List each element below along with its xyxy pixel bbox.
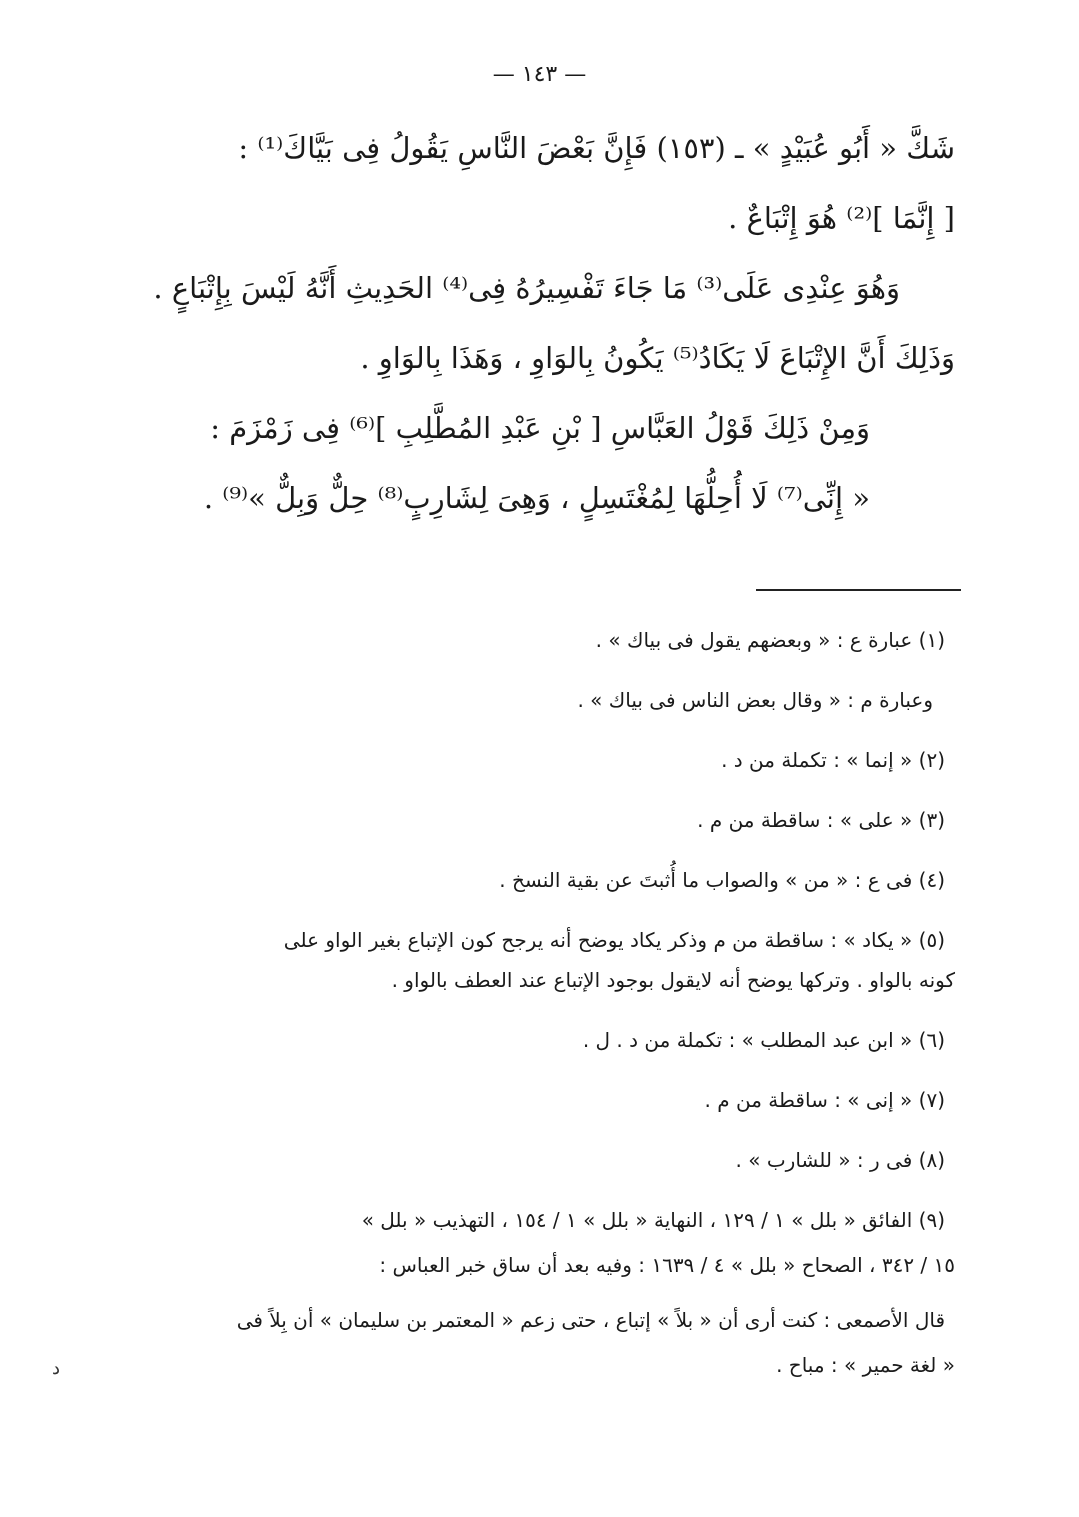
margin-mark: د [52,1358,61,1379]
footnote-5: (٥) « يكاد » : ساقطة من م وذكر يكاد يوضح أنه يرجح كون الإتباع بغير الواو على [283,928,945,952]
footnote-6: (٦) « ابن عبد المطلب » : تكملة من د . ل . [582,1028,945,1052]
footnote-9-continued: ١٥ / ٣٤٢ ، الصحاح « بلل » ٤ / ١٦٣٩ : وفيه بعد أن ساق خبر العباس : [379,1253,955,1277]
footnote-9-quote: قال الأصمعى : كنت أرى أن « بلاً » إتباع ، حتى زعم « المعتمر بن سليمان » أن بِلاً فى [236,1308,945,1332]
footnote-1-variant: وعبارة م : « وقال بعض الناس فى بياك » . [577,688,933,712]
footnote-9: (٩) الفائق « بلل » ١ / ١٢٩ ، النهاية « بلل » ١ / ١٥٤ ، التهذيب « بلل » [361,1208,945,1232]
page-number: — ١٤٣ — [492,62,587,87]
main-line-6: « إِنِّى⁽⁷⁾ لَا أُحِلُّهَا لِمُغْتَسِلٍ ، وَهِىَ لِشَارِبٍ⁽⁸⁾ حِلٌّ وَبِلٌّ »⁽⁹⁾ . [203,481,870,515]
main-line-4: وَذَلِكَ أَنَّ الإِتْبَاعَ لَا يَكَادُ⁽⁵⁾ يَكُونُ بِالوَاوِ ، وَهَذَا بِالوَاوِ . [360,341,955,375]
footnote-4: (٤) فى ع : « من » والصواب ما أُثبتَ عن بقية النسخ . [499,868,945,892]
main-line-5: وَمِنْ ذَلِكَ قَوْلُ العَبَّاسِ [ بْنِ عَبْدِ المُطَّلِبِ ]⁽⁶⁾ فِى زَمْزَمَ : [210,411,870,445]
footnote-5-continued: كونه بالواو . وتركها يوضح أنه لايقول بوجود الإتباع عند العطف بالواو . [391,968,955,992]
footnote-2: (٢) « إنما » : تكملة من د . [721,748,945,772]
footnote-1: (١) عبارة ع : « وبعضهم يقول فى بياك » . [595,628,945,652]
footnote-9-quote-end: « لغة حمير » : مباح . [776,1353,955,1377]
main-line-1: شَكَّ « أَبُو عُبَيْدٍ » ـ (١٥٣) فَإِنَّ بَعْضَ النَّاسِ يَقُولُ فِى بَيَّاكَ⁽¹⁾ : [238,131,955,165]
footnotes [112,620,955,1405]
footnote-divider [756,589,961,591]
main-line-2: [ إِنَّمَا ]⁽²⁾ هُوَ إِتْبَاعٌ . [728,201,955,235]
footnote-7: (٧) « إنى » : ساقطة من م . [704,1088,945,1112]
footnote-8: (٨) فى ر : « للشارب » . [735,1148,945,1172]
main-text [110,118,955,538]
footnote-3: (٣) « على » : ساقطة من م . [697,808,945,832]
main-line-3: وَهُوَ عِنْدِى عَلَى⁽³⁾ مَا جَاءَ تَفْسِيرُهُ فِى⁽⁴⁾ الحَدِيثِ أَنَّهُ لَيْسَ بِإِتْبَاعٍ . [153,271,900,305]
